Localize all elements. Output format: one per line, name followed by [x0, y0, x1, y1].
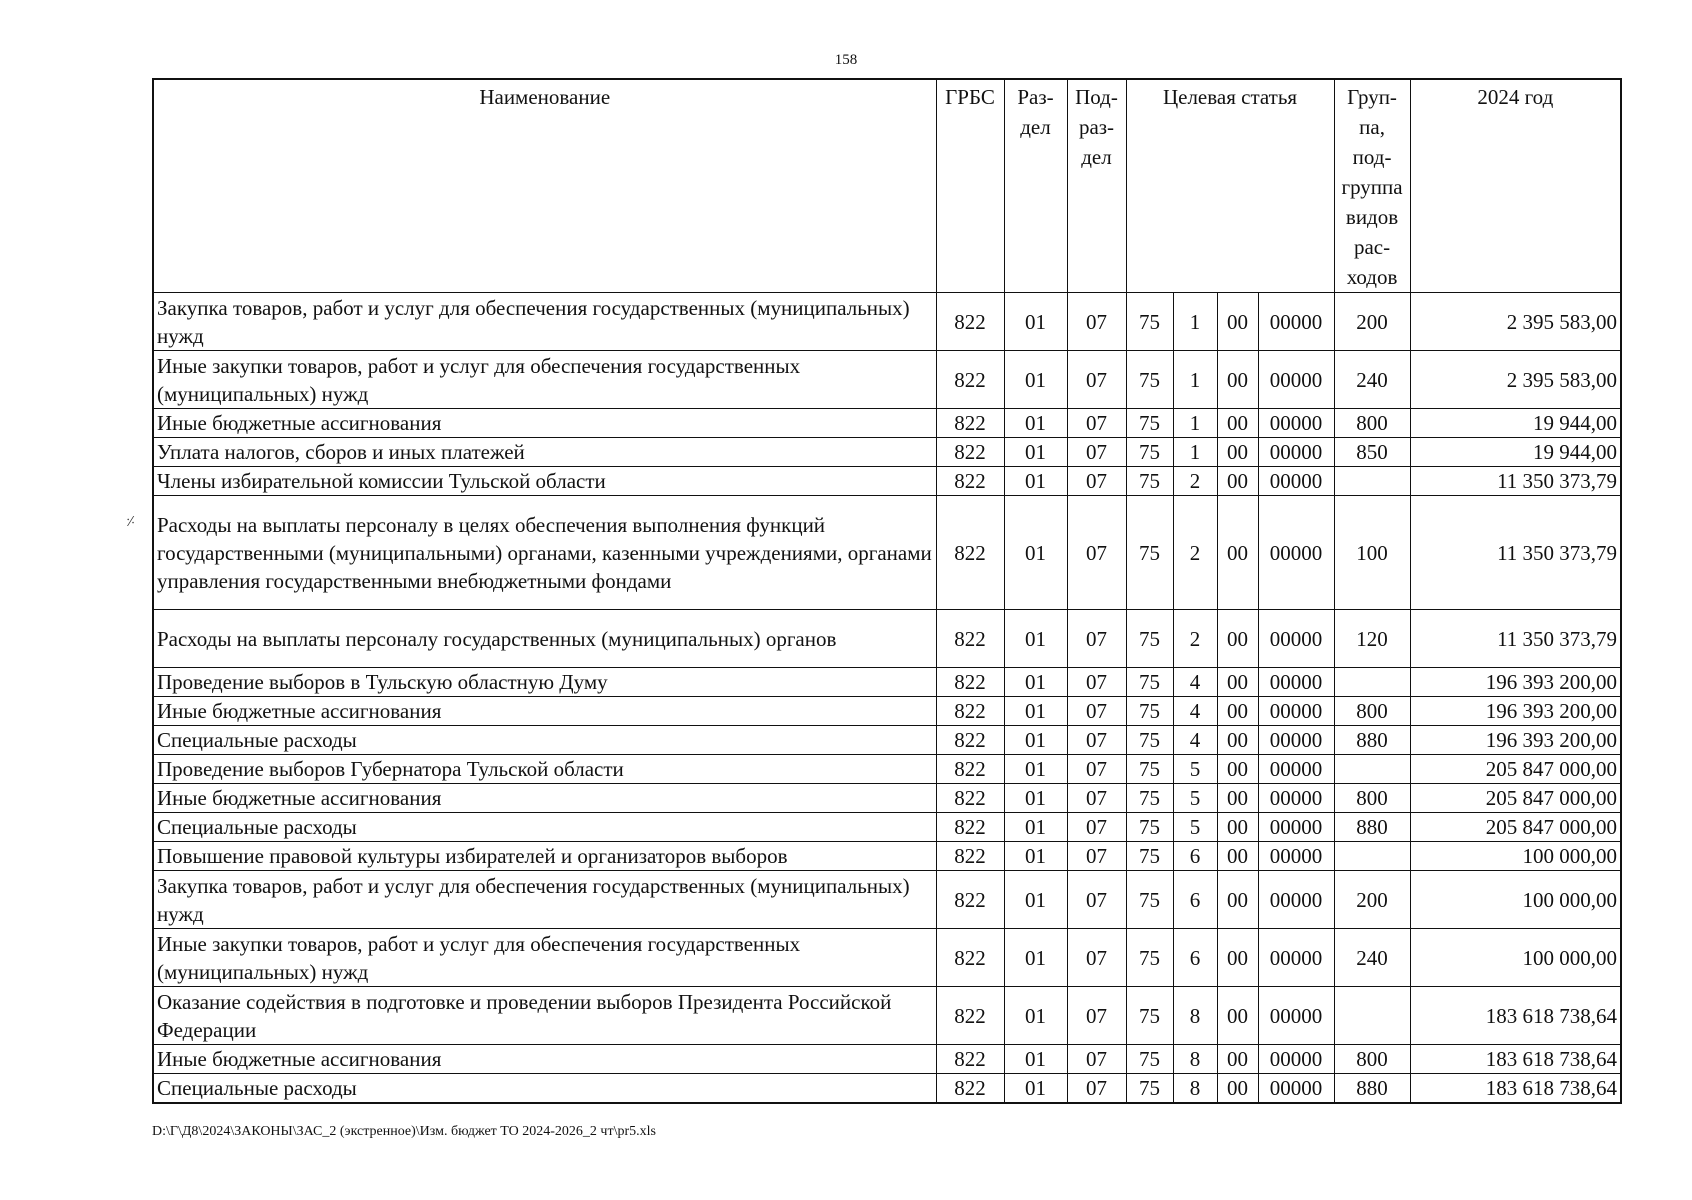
- row-target-part4: 00000: [1258, 813, 1334, 842]
- row-target-part1: 75: [1126, 438, 1173, 467]
- row-target-part2: 8: [1173, 987, 1217, 1045]
- row-target-part2: 6: [1173, 929, 1217, 987]
- header-row: [153, 79, 1621, 293]
- row-target-part4: 00000: [1258, 467, 1334, 496]
- row-target-part1: 75: [1126, 929, 1173, 987]
- row-target-part2: 2: [1173, 610, 1217, 668]
- row-podrazdel: 07: [1067, 842, 1126, 871]
- row-podrazdel: 07: [1067, 1045, 1126, 1074]
- row-target-part3: 00: [1217, 929, 1258, 987]
- row-razdel: 01: [1004, 668, 1067, 697]
- row-name: Специальные расходы: [153, 726, 936, 755]
- table-row: [153, 842, 1621, 871]
- row-target-part4: 00000: [1258, 668, 1334, 697]
- row-target-part3: 00: [1217, 987, 1258, 1045]
- row-razdel: 01: [1004, 293, 1067, 351]
- row-razdel: 01: [1004, 987, 1067, 1045]
- row-expense-group: 800: [1334, 697, 1410, 726]
- row-razdel: 01: [1004, 755, 1067, 784]
- row-target-part3: 00: [1217, 438, 1258, 467]
- row-amount: 196 393 200,00: [1410, 668, 1621, 697]
- row-amount: 19 944,00: [1410, 438, 1621, 467]
- row-razdel: 01: [1004, 467, 1067, 496]
- row-expense-group: 880: [1334, 726, 1410, 755]
- table-row: [153, 1045, 1621, 1074]
- row-podrazdel: 07: [1067, 1074, 1126, 1104]
- row-target-part3: 00: [1217, 1045, 1258, 1074]
- row-target-part2: 2: [1173, 467, 1217, 496]
- row-name: Иные закупки товаров, работ и услуг для обеспечения государственных (муниципальных) нужд: [153, 351, 936, 409]
- row-target-part1: 75: [1126, 467, 1173, 496]
- row-name: Закупка товаров, работ и услуг для обеспечения государственных (муниципальных) нужд: [153, 871, 936, 929]
- row-grbs: 822: [936, 842, 1004, 871]
- row-target-part1: 75: [1126, 496, 1173, 610]
- row-podrazdel: 07: [1067, 467, 1126, 496]
- row-target-part3: 00: [1217, 726, 1258, 755]
- row-grbs: 822: [936, 784, 1004, 813]
- row-name: Проведение выборов в Тульскую областную Думу: [153, 668, 936, 697]
- row-expense-group: [1334, 842, 1410, 871]
- row-amount: 100 000,00: [1410, 929, 1621, 987]
- row-name: Оказание содействия в подготовке и проведении выборов Президента Российской Федерации: [153, 987, 936, 1045]
- row-expense-group: [1334, 668, 1410, 697]
- row-amount: 2 395 583,00: [1410, 351, 1621, 409]
- row-target-part3: 00: [1217, 784, 1258, 813]
- table-row: [153, 351, 1621, 409]
- table-row: [153, 668, 1621, 697]
- header-podrazdel: Под-раз-дел: [1067, 79, 1126, 293]
- header-razdel: Раз-дел: [1004, 79, 1067, 293]
- row-grbs: 822: [936, 610, 1004, 668]
- row-expense-group: 200: [1334, 293, 1410, 351]
- row-amount: 100 000,00: [1410, 842, 1621, 871]
- row-razdel: 01: [1004, 813, 1067, 842]
- table-row: [153, 467, 1621, 496]
- row-target-part4: 00000: [1258, 726, 1334, 755]
- row-target-part3: 00: [1217, 610, 1258, 668]
- row-podrazdel: 07: [1067, 496, 1126, 610]
- row-name: Иные бюджетные ассигнования: [153, 697, 936, 726]
- row-target-part3: 00: [1217, 467, 1258, 496]
- table-row: [153, 409, 1621, 438]
- row-target-part3: 00: [1217, 871, 1258, 929]
- row-grbs: 822: [936, 438, 1004, 467]
- row-grbs: 822: [936, 697, 1004, 726]
- row-razdel: 01: [1004, 842, 1067, 871]
- row-podrazdel: 07: [1067, 610, 1126, 668]
- table-row: [153, 755, 1621, 784]
- row-expense-group: 800: [1334, 409, 1410, 438]
- row-name: Специальные расходы: [153, 813, 936, 842]
- row-target-part3: 00: [1217, 351, 1258, 409]
- row-name: Закупка товаров, работ и услуг для обеспечения государственных (муниципальных) нужд: [153, 293, 936, 351]
- row-amount: 11 350 373,79: [1410, 496, 1621, 610]
- row-expense-group: 880: [1334, 813, 1410, 842]
- page-number: 158: [834, 52, 858, 68]
- row-target-part2: 5: [1173, 813, 1217, 842]
- row-target-part4: 00000: [1258, 610, 1334, 668]
- row-target-part4: 00000: [1258, 697, 1334, 726]
- row-target-part1: 75: [1126, 1045, 1173, 1074]
- row-name: Члены избирательной комиссии Тульской области: [153, 467, 936, 496]
- row-target-part4: 00000: [1258, 755, 1334, 784]
- row-target-part2: 1: [1173, 351, 1217, 409]
- row-name: Расходы на выплаты персоналу в целях обеспечения выполнения функций государственными (муниципальными) органами, казенными учреждениями, органами управления государственными внебюджетными фондами: [153, 496, 936, 610]
- row-target-part1: 75: [1126, 871, 1173, 929]
- table-row: [153, 293, 1621, 351]
- table-row: [153, 784, 1621, 813]
- row-name: Иные бюджетные ассигнования: [153, 784, 936, 813]
- row-razdel: 01: [1004, 1074, 1067, 1104]
- row-expense-group: 100: [1334, 496, 1410, 610]
- row-grbs: 822: [936, 871, 1004, 929]
- table-row: [153, 610, 1621, 668]
- row-target-part2: 1: [1173, 409, 1217, 438]
- row-grbs: 822: [936, 496, 1004, 610]
- row-amount: 183 618 738,64: [1410, 1045, 1621, 1074]
- row-target-part4: 00000: [1258, 987, 1334, 1045]
- row-target-part1: 75: [1126, 409, 1173, 438]
- row-name: Иные закупки товаров, работ и услуг для обеспечения государственных (муниципальных) нужд: [153, 929, 936, 987]
- row-target-part1: 75: [1126, 697, 1173, 726]
- row-target-part3: 00: [1217, 842, 1258, 871]
- row-razdel: 01: [1004, 409, 1067, 438]
- table-row: [153, 438, 1621, 467]
- row-target-part4: 00000: [1258, 438, 1334, 467]
- row-target-part4: 00000: [1258, 496, 1334, 610]
- row-target-part3: 00: [1217, 409, 1258, 438]
- row-target-part4: 00000: [1258, 293, 1334, 351]
- row-amount: 183 618 738,64: [1410, 987, 1621, 1045]
- row-podrazdel: 07: [1067, 409, 1126, 438]
- row-target-part4: 00000: [1258, 784, 1334, 813]
- row-name: Повышение правовой культуры избирателей и организаторов выборов: [153, 842, 936, 871]
- row-target-part1: 75: [1126, 726, 1173, 755]
- row-name: Иные бюджетные ассигнования: [153, 1045, 936, 1074]
- row-grbs: 822: [936, 1045, 1004, 1074]
- header-name: Наименование: [153, 79, 936, 293]
- row-name: Проведение выборов Губернатора Тульской области: [153, 755, 936, 784]
- row-target-part2: 8: [1173, 1074, 1217, 1104]
- row-podrazdel: 07: [1067, 784, 1126, 813]
- row-expense-group: 880: [1334, 1074, 1410, 1104]
- row-amount: 196 393 200,00: [1410, 697, 1621, 726]
- budget-table: [152, 78, 1622, 1104]
- row-podrazdel: 07: [1067, 987, 1126, 1045]
- row-expense-group: 240: [1334, 929, 1410, 987]
- row-grbs: 822: [936, 755, 1004, 784]
- row-grbs: 822: [936, 1074, 1004, 1104]
- row-target-part4: 00000: [1258, 409, 1334, 438]
- row-target-part3: 00: [1217, 755, 1258, 784]
- row-target-part1: 75: [1126, 987, 1173, 1045]
- row-target-part2: 1: [1173, 438, 1217, 467]
- row-razdel: 01: [1004, 929, 1067, 987]
- row-target-part2: 4: [1173, 668, 1217, 697]
- row-name: Специальные расходы: [153, 1074, 936, 1104]
- row-target-part1: 75: [1126, 1074, 1173, 1104]
- row-grbs: 822: [936, 929, 1004, 987]
- row-target-part3: 00: [1217, 1074, 1258, 1104]
- table-body: [153, 293, 1621, 1104]
- row-expense-group: [1334, 755, 1410, 784]
- row-razdel: 01: [1004, 726, 1067, 755]
- row-grbs: 822: [936, 409, 1004, 438]
- row-target-part1: 75: [1126, 813, 1173, 842]
- row-podrazdel: 07: [1067, 726, 1126, 755]
- row-name: Уплата налогов, сборов и иных платежей: [153, 438, 936, 467]
- header-celevaya-statya: Целевая статья: [1126, 79, 1334, 293]
- row-razdel: 01: [1004, 496, 1067, 610]
- row-grbs: 822: [936, 467, 1004, 496]
- row-expense-group: [1334, 467, 1410, 496]
- row-expense-group: 240: [1334, 351, 1410, 409]
- row-target-part1: 75: [1126, 293, 1173, 351]
- row-target-part1: 75: [1126, 755, 1173, 784]
- row-razdel: 01: [1004, 697, 1067, 726]
- row-target-part3: 00: [1217, 697, 1258, 726]
- row-expense-group: 800: [1334, 784, 1410, 813]
- row-target-part2: 6: [1173, 842, 1217, 871]
- row-podrazdel: 07: [1067, 755, 1126, 784]
- row-target-part4: 00000: [1258, 1074, 1334, 1104]
- table-row: [153, 1074, 1621, 1104]
- row-target-part2: 4: [1173, 726, 1217, 755]
- row-target-part4: 00000: [1258, 1045, 1334, 1074]
- row-target-part2: 6: [1173, 871, 1217, 929]
- row-amount: 2 395 583,00: [1410, 293, 1621, 351]
- row-expense-group: 850: [1334, 438, 1410, 467]
- row-amount: 19 944,00: [1410, 409, 1621, 438]
- row-target-part4: 00000: [1258, 842, 1334, 871]
- row-amount: 205 847 000,00: [1410, 813, 1621, 842]
- row-podrazdel: 07: [1067, 813, 1126, 842]
- row-target-part3: 00: [1217, 813, 1258, 842]
- row-amount: 100 000,00: [1410, 871, 1621, 929]
- row-expense-group: 800: [1334, 1045, 1410, 1074]
- row-amount: 11 350 373,79: [1410, 467, 1621, 496]
- row-name: Иные бюджетные ассигнования: [153, 409, 936, 438]
- row-target-part4: 00000: [1258, 929, 1334, 987]
- row-podrazdel: 07: [1067, 929, 1126, 987]
- file-path-footer: D:\Г\Д8\2024\ЗАКОНЫ\ЗАС_2 (экстренное)\Изм. бюджет ТО 2024-2026_2 чт\pr5.xls: [152, 1124, 656, 1139]
- row-razdel: 01: [1004, 438, 1067, 467]
- row-grbs: 822: [936, 351, 1004, 409]
- row-expense-group: 120: [1334, 610, 1410, 668]
- table-row: [153, 929, 1621, 987]
- row-grbs: 822: [936, 293, 1004, 351]
- row-podrazdel: 07: [1067, 871, 1126, 929]
- row-podrazdel: 07: [1067, 351, 1126, 409]
- row-grbs: 822: [936, 987, 1004, 1045]
- row-name: Расходы на выплаты персоналу государственных (муниципальных) органов: [153, 610, 936, 668]
- row-target-part2: 1: [1173, 293, 1217, 351]
- row-target-part2: 5: [1173, 784, 1217, 813]
- table-row: [153, 813, 1621, 842]
- row-target-part1: 75: [1126, 668, 1173, 697]
- row-amount: 196 393 200,00: [1410, 726, 1621, 755]
- handwritten-mark-icon: ⸓: [126, 515, 136, 530]
- row-target-part1: 75: [1126, 842, 1173, 871]
- row-amount: 11 350 373,79: [1410, 610, 1621, 668]
- row-razdel: 01: [1004, 784, 1067, 813]
- row-target-part4: 00000: [1258, 871, 1334, 929]
- row-target-part2: 4: [1173, 697, 1217, 726]
- row-podrazdel: 07: [1067, 438, 1126, 467]
- row-amount: 183 618 738,64: [1410, 1074, 1621, 1104]
- row-expense-group: 200: [1334, 871, 1410, 929]
- table-row: [153, 496, 1621, 610]
- row-target-part1: 75: [1126, 784, 1173, 813]
- table-row: [153, 987, 1621, 1045]
- row-podrazdel: 07: [1067, 668, 1126, 697]
- row-podrazdel: 07: [1067, 697, 1126, 726]
- row-podrazdel: 07: [1067, 293, 1126, 351]
- row-razdel: 01: [1004, 1045, 1067, 1074]
- table-row: [153, 726, 1621, 755]
- row-target-part2: 2: [1173, 496, 1217, 610]
- row-amount: 205 847 000,00: [1410, 755, 1621, 784]
- table-row: [153, 871, 1621, 929]
- row-target-part3: 00: [1217, 668, 1258, 697]
- row-target-part2: 8: [1173, 1045, 1217, 1074]
- row-amount: 205 847 000,00: [1410, 784, 1621, 813]
- row-grbs: 822: [936, 668, 1004, 697]
- row-razdel: 01: [1004, 871, 1067, 929]
- header-year-2024: 2024 год: [1410, 79, 1621, 293]
- header-gruppa-vidov-rashodov: Груп-па, под-группа видов рас-ходов: [1334, 79, 1410, 293]
- row-grbs: 822: [936, 813, 1004, 842]
- row-expense-group: [1334, 987, 1410, 1045]
- row-razdel: 01: [1004, 351, 1067, 409]
- header-grbs: ГРБС: [936, 79, 1004, 293]
- table-row: [153, 697, 1621, 726]
- row-razdel: 01: [1004, 610, 1067, 668]
- row-target-part1: 75: [1126, 610, 1173, 668]
- row-target-part3: 00: [1217, 496, 1258, 610]
- row-grbs: 822: [936, 726, 1004, 755]
- row-target-part3: 00: [1217, 293, 1258, 351]
- row-target-part1: 75: [1126, 351, 1173, 409]
- row-target-part4: 00000: [1258, 351, 1334, 409]
- row-target-part2: 5: [1173, 755, 1217, 784]
